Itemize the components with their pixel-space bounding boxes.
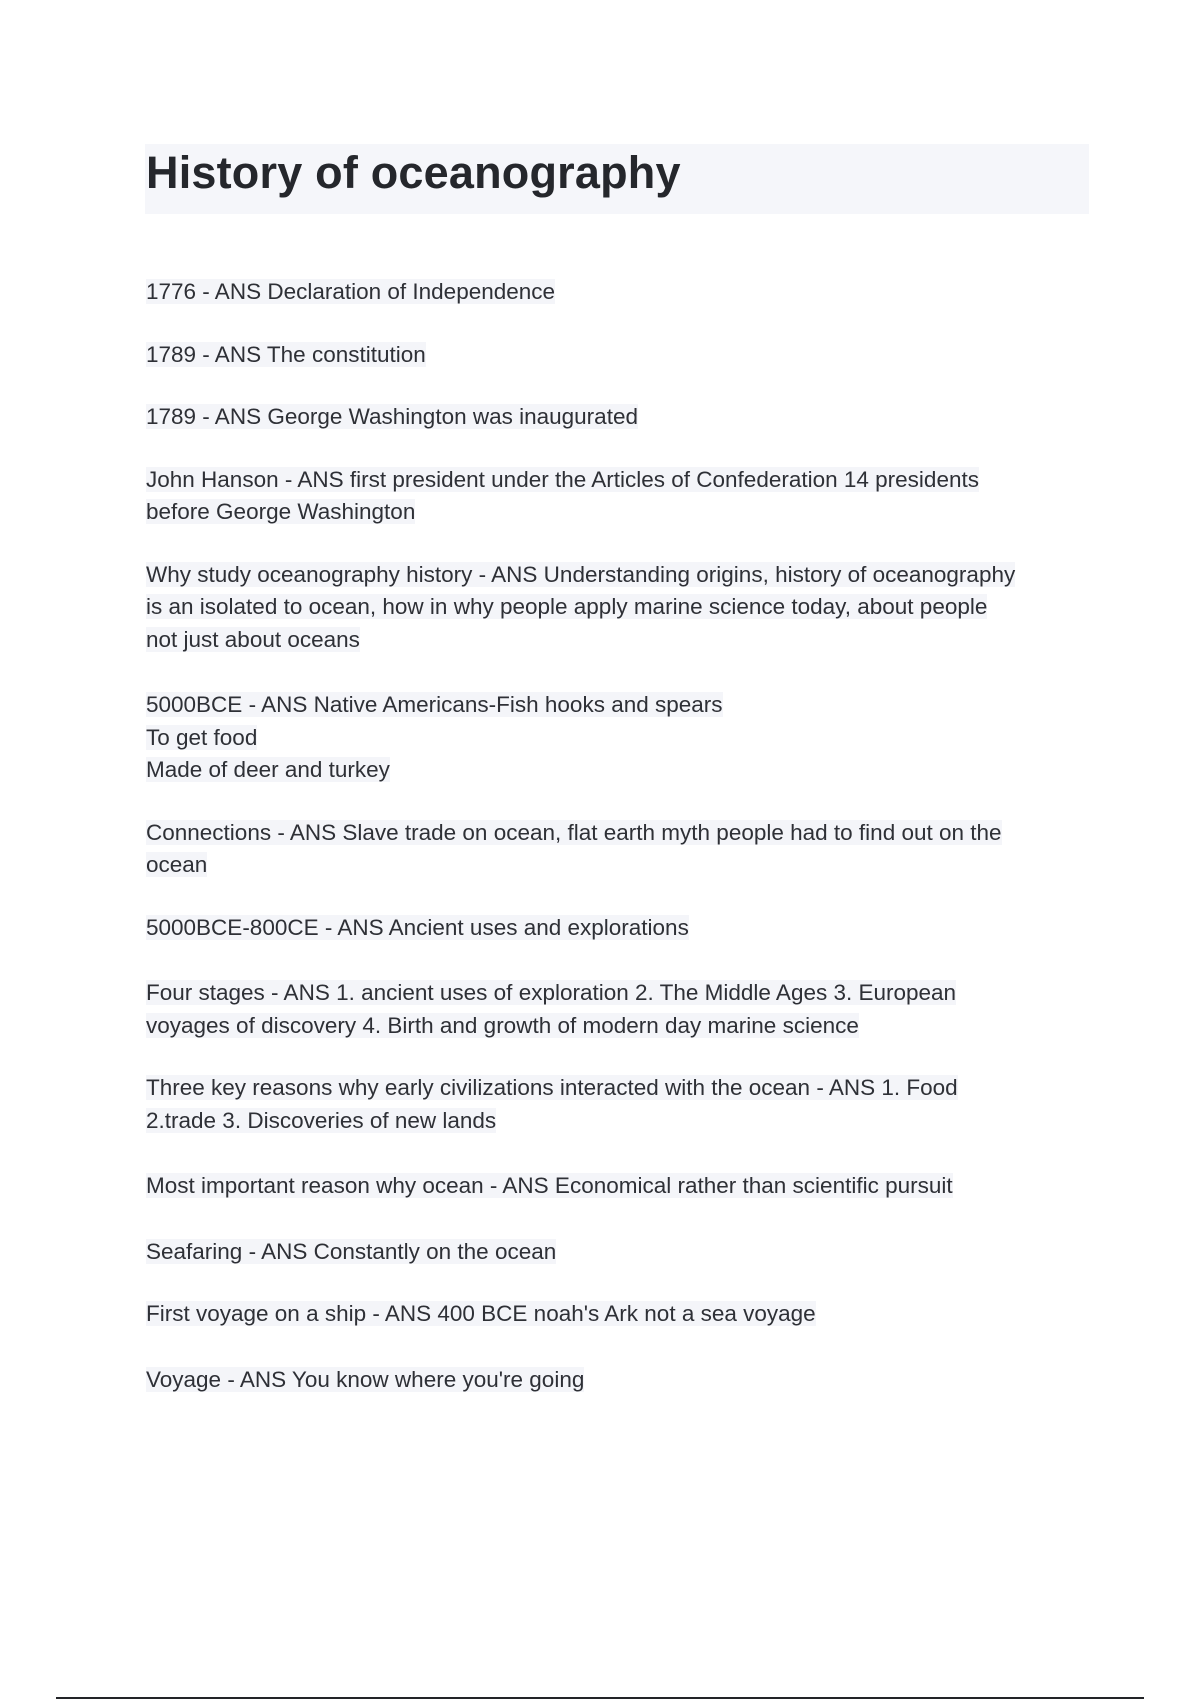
entry-text: First voyage on a ship - ANS 400 BCE noah's Ark not a sea voyage <box>146 1301 816 1326</box>
entry-text: To get food <box>146 724 258 750</box>
entry-text: Most important reason why ocean - ANS Economical rather than scientific pursuit <box>146 1173 953 1198</box>
qa-entry <box>146 464 1096 529</box>
qa-entry <box>146 1170 1096 1203</box>
entry-text: John Hanson - ANS first president under the Articles of Confederation 14 presidents <box>146 466 979 492</box>
entry-text: ocean <box>146 852 208 877</box>
qa-entry <box>146 276 1096 309</box>
entry-text: not just about oceans <box>146 626 360 652</box>
qa-entry <box>146 1298 1096 1331</box>
qa-entry <box>146 1236 1096 1269</box>
qa-entry <box>146 559 1096 657</box>
entry-text: voyages of discovery 4. Birth and growth of modern day marine science <box>146 1012 859 1038</box>
document-title: History of oceanography <box>146 147 681 198</box>
entry-text: Four stages - ANS 1. ancient uses of exploration 2. The Middle Ages 3. European <box>146 980 957 1005</box>
entry-text: Three key reasons why early civilizations interacted with the ocean - ANS 1. Food <box>146 1075 958 1100</box>
qa-entry-list <box>146 276 1096 1396</box>
entry-text: Seafaring - ANS Constantly on the ocean <box>146 1238 557 1264</box>
entry-text: is an isolated to ocean, how in why people apply marine science today, about people <box>146 594 988 619</box>
entry-text: Why study oceanography history - ANS Understanding origins, history of oceanography <box>146 561 1016 587</box>
entry-text: Voyage - ANS You know where you're going <box>146 1366 585 1392</box>
entry-text: Made of deer and turkey <box>146 757 390 782</box>
qa-entry <box>146 1364 1096 1397</box>
entry-text: 2.trade 3. Discoveries of new lands <box>146 1107 497 1133</box>
entry-text: 5000BCE-800CE - ANS Ancient uses and explorations <box>146 914 689 940</box>
qa-entry <box>146 977 1096 1042</box>
qa-entry <box>146 1072 1096 1137</box>
entry-text: before George Washington <box>146 499 416 524</box>
footer-divider <box>56 1697 1144 1699</box>
entry-text: 1789 - ANS George Washington was inaugurated <box>146 404 638 429</box>
entry-text: 1789 - ANS The constitution <box>146 341 426 367</box>
qa-entry <box>146 817 1096 882</box>
qa-entry <box>146 689 1096 787</box>
qa-entry <box>146 339 1096 372</box>
entry-text: 1776 - ANS Declaration of Independence <box>146 279 556 304</box>
entry-text: Connections - ANS Slave trade on ocean, flat earth myth people had to find out on the <box>146 819 1002 845</box>
entry-text: 5000BCE - ANS Native Americans-Fish hooks and spears <box>146 692 723 717</box>
qa-entry <box>146 912 1096 945</box>
qa-entry <box>146 401 1096 434</box>
